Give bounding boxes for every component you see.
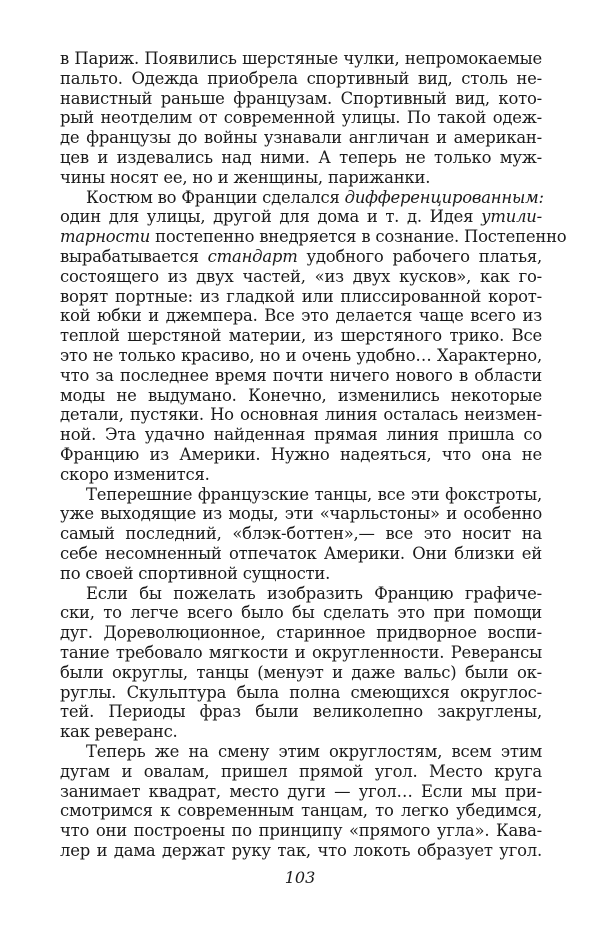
text-line [60, 385, 542, 407]
text-segment: тей. Периоды фраз были великолепно закруглены, [60, 702, 542, 722]
text-line [60, 305, 542, 327]
text-line [60, 424, 542, 446]
text-segment: самый последний, «блэк-боттен»,— все это носит на [60, 524, 542, 544]
text-segment: что они построены по принципу «прямого угла». Кава- [60, 821, 542, 841]
text-segment: дуг. Дореволюционное, старинное придворное воспи- [60, 623, 542, 643]
text-line [60, 484, 542, 506]
text-segment: тание требовало мягкости и округленности. Реверансы [60, 643, 542, 662]
text-line [60, 404, 542, 426]
text-line [60, 107, 542, 129]
text-line [60, 563, 542, 585]
text-segment: Теперешние французские танцы, все эти фокстроты, [86, 484, 542, 504]
text-line [60, 662, 542, 684]
text-line [60, 543, 542, 565]
text-line [60, 68, 542, 90]
text-line [60, 345, 542, 367]
text-line [60, 88, 542, 110]
text-segment: были округлы, танцы (менуэт и даже вальс) были ок- [60, 662, 542, 682]
text-segment-italic: тарности [60, 227, 151, 247]
text-segment: дугам и овалам, пришел прямой угол. Место круга [60, 761, 542, 781]
text-segment: удобного рабочего платья, [297, 247, 542, 266]
text-segment: ной. Эта удачно найденная прямая линия пришла со [60, 425, 542, 445]
text-segment: что за последнее время почти ничего нового в области [60, 365, 542, 385]
text-segment: скоро изменится. [60, 464, 210, 484]
text-line [60, 503, 542, 525]
text-segment: один для улицы, другой для дома и т. д. Идея [60, 207, 482, 227]
text-line [60, 226, 567, 248]
text-line [60, 602, 542, 624]
text-line [60, 48, 542, 70]
text-segment: навистный раньше французам. Спортивный вид, кото- [60, 88, 542, 108]
text-segment: де французы до войны узнавали англичан и американ- [60, 128, 542, 148]
text-line [60, 444, 542, 466]
text-line [60, 642, 542, 664]
text-segment: это не только красиво, но и очень удобно… Характерно, [60, 346, 542, 365]
text-segment: Костюм во Франции сделался [86, 187, 345, 207]
text-line [60, 761, 542, 783]
text-line [60, 741, 542, 763]
text-segment: руглы. Скульптура была полна смеющихся округлос- [60, 682, 542, 702]
page-number: 103 [284, 867, 316, 887]
text-line [60, 622, 542, 644]
text-line [60, 127, 542, 149]
text-segment: Если бы пожелать изобразить Францию графиче- [86, 583, 542, 603]
text-segment-italic: утили- [481, 207, 542, 227]
text-segment: пальто. Одежда приобрела спортивный вид, столь не- [60, 68, 542, 88]
text-line [60, 701, 542, 723]
text-segment: чины носят ее, но и женщины, парижанки. [60, 167, 431, 187]
text-segment: теплой шерстяной материи, из шерстяного трико. Все [60, 326, 542, 346]
text-line [60, 187, 542, 209]
text-segment: по своей спортивной сущности. [60, 563, 331, 583]
text-line [60, 523, 542, 545]
text-segment: постепенно внедряется в сознание. Постепенно [150, 227, 567, 247]
text-line [60, 820, 542, 842]
text-segment: Теперь же на смену этим округлостям, всем этим [86, 742, 542, 761]
text-segment: кой юбки и джемпера. Все это делается чаще всего из [60, 306, 542, 326]
text-line [60, 167, 542, 189]
text-segment: ворят портные: из гладкой или плиссированной корот- [60, 286, 542, 306]
text-segment: как реверанс. [60, 722, 178, 742]
text-segment: Францию из Америки. Нужно надеяться, что она не [60, 445, 542, 464]
text-segment: цев и издевались над ними. А теперь не только муж- [60, 148, 542, 167]
text-line [60, 246, 542, 268]
text-line [60, 286, 542, 308]
text-segment: лер и дама держат руку так, что локоть образует угол. [60, 841, 542, 860]
text-segment: ски, то легче всего было бы сделать это при помощи [60, 603, 542, 623]
text-line [60, 583, 542, 605]
text-line [60, 682, 542, 704]
text-line [60, 840, 542, 862]
text-segment: в Париж. Появились шерстяные чулки, непромокаемые [60, 49, 542, 68]
text-segment-italic: дифференцированным: [344, 187, 544, 207]
text-segment: уже выходящие из моды, эти «чарльстоны» и особенно [60, 504, 542, 524]
text-line [60, 325, 542, 347]
text-line [60, 266, 542, 288]
text-line [60, 147, 542, 169]
text-segment: занимает квадрат, место дуги — угол… Если мы при- [60, 781, 542, 801]
text-segment: рый неотделим от современной улицы. По такой одеж- [60, 108, 542, 128]
text-segment: моды не выдумано. Конечно, изменились некоторые [60, 385, 542, 405]
text-line [60, 781, 542, 803]
text-line [60, 464, 542, 486]
text-segment-italic: стандарт [207, 247, 298, 266]
text-line [60, 365, 542, 387]
text-segment: детали, пустяки. Но основная линия осталась неизмен- [60, 405, 542, 425]
text-segment: смотримся к современным танцам, то легко убедимся, [60, 801, 542, 821]
text-segment: состоящего из двух частей, «из двух кусков», как го- [60, 266, 542, 286]
text-line [60, 721, 542, 743]
text-line [60, 206, 542, 228]
text-line [60, 800, 542, 822]
text-segment: себе несомненный отпечаток Америки. Они близки ей [60, 544, 542, 563]
text-segment: вырабатывается [60, 247, 208, 266]
